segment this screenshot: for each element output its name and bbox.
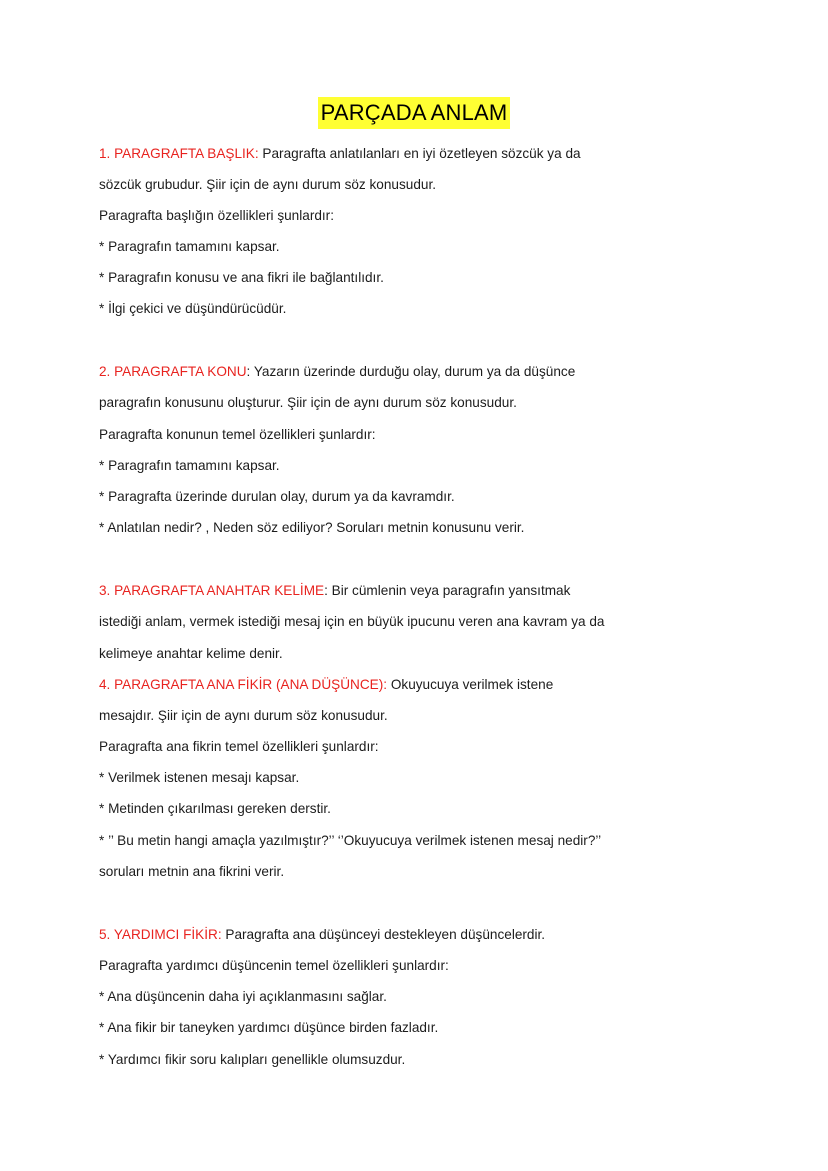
section-2-bullet-3: * Anlatılan nedir? , Neden söz ediliyor? Soruları metnin konusunu verir. [99, 520, 525, 535]
section-3-text: : Bir cümlenin veya paragrafın yansıtmak [324, 583, 571, 598]
section-2-line-2: paragrafın konusunu oluşturur. Şiir için de aynı durum söz konusudur. [99, 395, 517, 410]
section-5-heading: 5. YARDIMCI FİKİR: [99, 927, 222, 942]
section-2-line-3: Paragrafta konunun temel özellikleri şunlardır: [99, 427, 376, 442]
section-4-line-3: Paragrafta ana fikrin temel özellikleri şunlardır: [99, 739, 379, 754]
section-2-heading: 2. PARAGRAFTA KONU [99, 364, 247, 379]
section-5-bullet-1: * Ana düşüncenin daha iyi açıklanmasını sağlar. [99, 989, 387, 1004]
section-5-bullet-3: * Yardımcı fikir soru kalıpları genellikle olumsuzdur. [99, 1052, 406, 1067]
section-4-line-2: mesajdır. Şiir için de aynı durum söz konusudur. [99, 708, 388, 723]
section-5-line-2: Paragrafta yardımcı düşüncenin temel özellikleri şunlardır: [99, 958, 449, 973]
section-4-bullet-3: * ’’ Bu metin hangi amaçla yazılmıştır?’’ ‘’Okuyucuya verilmek istenen mesaj nedir?’’ [99, 833, 602, 848]
section-4-text: Okuyucuya verilmek istene [387, 677, 554, 692]
title-container [0, 97, 828, 129]
section-2-bullet-1: * Paragrafın tamamını kapsar. [99, 458, 280, 473]
section-5-line-1 [99, 926, 545, 944]
section-3-heading: 3. PARAGRAFTA ANAHTAR KELİME [99, 583, 325, 598]
section-2-line-1 [99, 363, 575, 381]
section-1-text: Paragrafta anlatılanları en iyi özetleyen sözcük ya da [258, 146, 581, 161]
section-3-line-2: istediği anlam, vermek istediği mesaj için en büyük ipucunu veren ana kavram ya da [99, 614, 605, 629]
section-1-bullet-3: * İlgi çekici ve düşündürücüdür. [99, 301, 287, 316]
section-4-bullet-1: * Verilmek istenen mesajı kapsar. [99, 770, 300, 785]
section-4-line-4: soruları metnin ana fikrini verir. [99, 864, 285, 879]
section-5-bullet-2: * Ana fikir bir taneyken yardımcı düşünce birden fazladır. [99, 1020, 439, 1035]
section-1-bullet-2: * Paragrafın konusu ve ana fikri ile bağlantılıdır. [99, 270, 384, 285]
section-3-line-1 [99, 582, 570, 600]
section-1-heading: 1. PARAGRAFTA BAŞLIK: [99, 146, 259, 161]
section-1-line-3: Paragrafta başlığın özellikleri şunlardır: [99, 208, 334, 223]
section-2-bullet-2: * Paragrafta üzerinde durulan olay, durum ya da kavramdır. [99, 489, 455, 504]
section-1-bullet-1: * Paragrafın tamamını kapsar. [99, 239, 280, 254]
section-1-line-2: sözcük grubudur. Şiir için de aynı durum söz konusudur. [99, 177, 437, 192]
section-4-bullet-2: * Metinden çıkarılması gereken derstir. [99, 801, 331, 816]
section-3-line-3: kelimeye anahtar kelime denir. [99, 646, 283, 661]
section-4-heading: 4. PARAGRAFTA ANA FİKİR (ANA DÜŞÜNCE): [99, 677, 388, 692]
page-title: PARÇADA ANLAM [318, 97, 511, 129]
section-4-line-1 [99, 676, 553, 694]
section-2-text: : Yazarın üzerinde durduğu olay, durum ya da düşünce [246, 364, 576, 379]
section-1-line-1 [99, 145, 581, 163]
section-5-text: Paragrafta ana düşünceyi destekleyen düşüncelerdir. [221, 927, 546, 942]
